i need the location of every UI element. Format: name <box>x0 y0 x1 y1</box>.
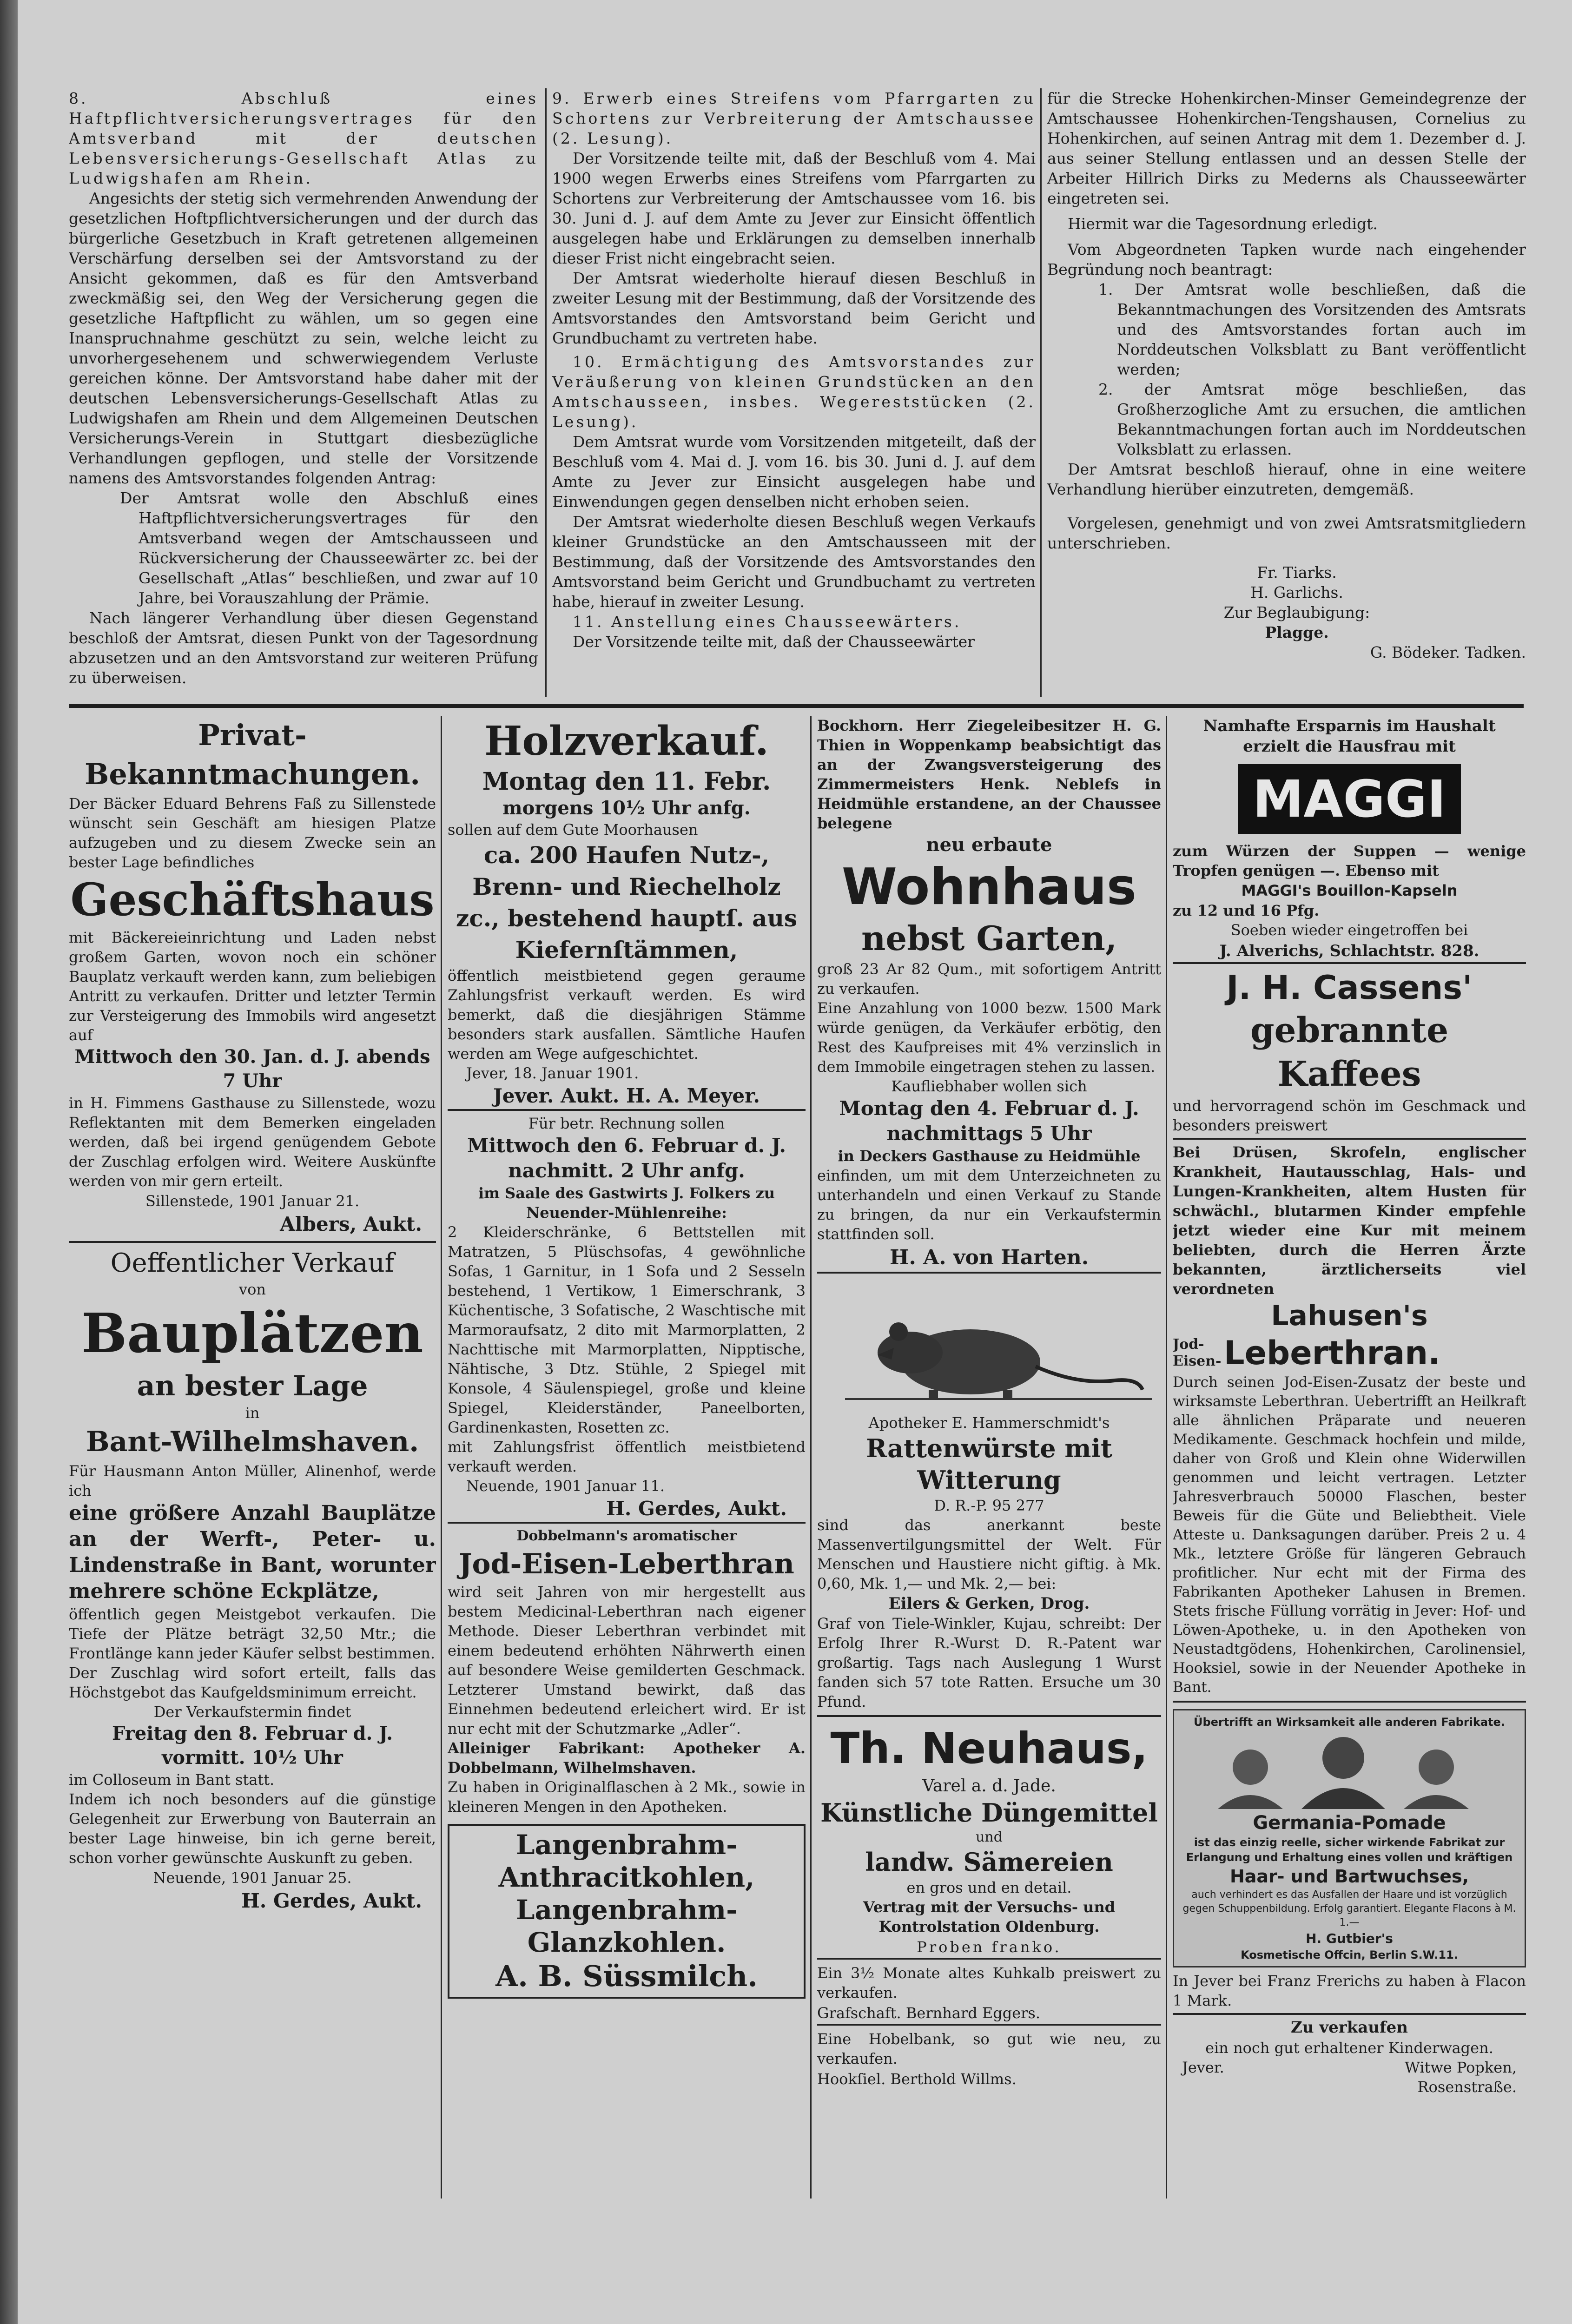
ad-text: Für Hausmann Anton Müller, Alinenhof, werde ich <box>69 1462 436 1499</box>
ad-text: sind das anerkannt beste Massenvertilgungsmittel der Welt. Für Menschen und Haustiere nicht giftig. à Mk. 0,60, Mk. 1,— und Mk. 2,— bei: <box>817 1516 1161 1592</box>
ad-subheadline: an bester Lage <box>137 1370 368 1402</box>
ad-text: Durch seinen Jod-Eisen-Zusatz der beste und wirksamste Leberthran. Uebertrifft an Heilkraft alle ähnlichen Präparate und neueren Medikamente. Geschmack hochfein und milde, daher von Groß und Klein ohne Widerwillen genommen und leicht vertragen. Letzter Jahresverbrauch 50000 Flaschen, bester Beweis für die Güte und Beliebtheit. Viele Atteste u. Danksagungen darüber. Preis 2 u. 4 Mk., letztere Größe für längeren Gebrauch profitlicher. Nur echt mit der Firma des Fabrikanten Apotheker Lahusen in Bremen. Stets frische Füllung vorrätig in Jever: Hof- und Löwen-Apotheke, u. in den Apotheken von Neustadtgödens, Hohenkirchen, Carolinensiel, Hooksiel, sowie in der Neuender Apotheke in Bant. <box>1173 1373 1526 1703</box>
ad-signature: A. B. Süssmilch. <box>495 1959 758 1993</box>
ad-emphasis: eine größere Anzahl Bauplätze an der Werft-, Peter- u. Lindenstraße in Bant, worunter mehrere schöne Eckplätze, <box>69 1501 436 1603</box>
ad-signature: Albers, Aukt. <box>280 1213 422 1235</box>
germania-ad-box <box>1173 1709 1526 1967</box>
agenda-item-10: 10. Ermächtigung des Amtsvorstandes zur Veräußerung von kleinen Grundstücken an den Amtschausseen, insbes. Wegereststücken (2. Lesung). <box>552 353 1036 431</box>
signature: Fr. Tiarks. <box>1257 563 1337 581</box>
ad-seller: Kosmetische Offcin, Berlin S.W.11. <box>1241 1948 1458 1961</box>
paragraph: Hiermit war die Tagesordnung erledigt. <box>1068 215 1378 233</box>
coal-ad-box <box>448 1824 806 1999</box>
motion-text: Der Amtsrat wolle den Abschluß eines Haftpflichtversicherungsvertrages für den Amtsverband wegen der Amtschausseen und Rückversicherung der Chausseewärter zc. bei der Gesellschaft „Atlas“ beschließen, und zwar auf 10 Jahre, bei Vorauszahlung der Prämie. <box>120 489 538 607</box>
ads-column-3 <box>817 716 1161 2203</box>
ad-signature: Jever. Aukt. H. A. Meyer. <box>448 1083 806 1111</box>
ad-place: Jever. <box>1182 2059 1224 2076</box>
ad-headline: Rattenwürste mit Witterung <box>866 1433 1112 1495</box>
ad-headline: Lahusen's <box>1271 1300 1428 1332</box>
ad-signature-row <box>1173 2058 1526 2097</box>
ad-headline: Jod-Eisen-Leberthran <box>459 1548 794 1580</box>
ad-headline: nebst Garten, <box>861 918 1117 958</box>
ad-headline: Glanzkohlen. <box>527 1927 726 1958</box>
minutes-column-3 <box>1047 88 1526 702</box>
ad-headline: landw. Sämereien <box>865 1847 1113 1877</box>
paragraph: Der Amtsrat wiederholte hierauf diesen Beschluß in zweiter Lesung mit der Bestimmung, daß der Vorsitzende des Amtsvorstandes den Amtsvorstand beim Gericht und Grundbuchamt zu vertreten habe. <box>552 269 1036 347</box>
ad-text: 2 Kleiderschränke, 6 Bettstellen mit Matratzen, 5 Plüschsofas, 4 gewöhnliche Sofas, 1 Garnitur, in 1 Sofa und 2 Sesseln bestehend, 1 Vertikow, 1 Eimerschrank, 3 Küchentische, 3 Sofatische, 2 Waschtische mit Marmoraufsatz, 2 dito mit Marmorplatten, 2 Nachttische mit Marmorplatten, Nipptische, Nähtische, 3 Dtz. Stühle, 2 Spiegel mit Konsole, 4 Säulenspiegel, große und kleine Spiegel, Kleiderständer, Paneelborten, Gardinenkasten, Rosetten zc. <box>448 1223 806 1436</box>
ad-text: Proben franko. <box>817 1936 1161 1960</box>
agenda-item-9: 9. Erwerb eines Streifens vom Pfarrgarten zu Schortens zur Verbreiterung der Amtschaussee (2. Lesung). <box>552 89 1036 147</box>
ad-place-date: Neuende, 1901 Januar 11. <box>466 1477 665 1495</box>
rat-icon <box>817 1274 1161 1413</box>
ad-seller: H. Gutbier's <box>1306 1931 1393 1946</box>
ad-text: ein noch gut erhaltener Kinderwagen. <box>1205 2039 1493 2057</box>
ad-headline: Bauplätzen <box>81 1302 423 1365</box>
ad-date: Freitag den 8. Februar d. J. vormitt. 10½ Uhr <box>112 1723 393 1769</box>
ad-text: Eine Anzahlung von 1000 bezw. 1500 Mark würde genügen, da Verkäufer erbötig, den Rest des Kaufpreises mit 4% verzinslich in dem Immobile eingetragen stehen zu lassen. <box>817 999 1161 1076</box>
ad-text: Ein 3½ Monate altes Kuhkalb preiswert zu verkaufen. <box>817 1964 1161 2001</box>
minutes-column-1 <box>69 88 538 702</box>
ad-text: Soeben wieder eingetroffen bei <box>1230 921 1468 939</box>
ads-column-2 <box>448 716 806 2203</box>
ad-signature: H. Gerdes, Aukt. <box>448 1496 806 1524</box>
ad-text: zum Würzen der Suppen — wenige Tropfen genügen —. Ebenso mit <box>1173 842 1526 879</box>
minutes-column-2 <box>552 88 1036 702</box>
paragraph: Der Vorsitzende teilte mit, daß der Chausseewärter <box>573 633 975 651</box>
ad-text: mit Bäckereieinrichtung und Laden nebst großem Garten, wovon noch ein schöner Bauplatz verkauft werden kann, zum beliebigen Antritt zu verkaufen. Dritter und letzter Termin zur Versteigerung des Immobils wird angesetzt auf <box>69 929 436 1044</box>
ad-headline: Anthracitkohlen, <box>498 1862 755 1893</box>
ad-text: Namhafte Ersparnis im Haushalt erzielt die Hausfrau mit <box>1203 717 1496 756</box>
ad-place-date: Neuende, 1901 Januar 25. <box>153 1869 352 1887</box>
ad-text: öffentlich meistbietend gegen geraume Zahlungsfrist verkauft werden. Es wird bemerkt, daß die diesjährigen Stämme besonders stark ausfallen. Sämtliche Haufen werden am Wege aufgeschichtet. <box>448 967 806 1063</box>
paragraph: Angesichts der stetig sich vermehrenden Anwendung der gesetzlichen Hoftpflichtversicherungen und der durch das bürgerliche Gesetzbuch in Kraft getretenen allgemeinen Verschärfung derselben sei der Amtsvorstand zu der Ansicht gekommen, daß es für den Amtsverband zweckmäßig sei, den Weg der Versicherung gegen die gesetzliche Haftpflicht zu wählen, um so gegen eine Inanspruchnahme geschützt zu sein, welche leicht zu unvorhergesehenem und schwerwiegendem Verluste gereichen könne. Der Amtsvorstand habe daher mit der deutschen Lebensversicherungs-Gesellschaft Atlas zu Ludwigshafen am Rhein und dem Allgemeinen Deutschen Versicherungs-Verein in Stuttgart diesbezügliche Verhandlungen gepflogen, und stelle der Vorsitzende namens des Amtsvorstandes folgenden Antrag: <box>69 189 538 487</box>
ad-text: Übertrifft an Wirksamkeit alle anderen Fabrikate. <box>1194 1716 1505 1729</box>
ad-place-date: Sillenstede, 1901 Januar 21. <box>145 1192 360 1210</box>
motion-item-2: 2. der Amtsrat möge beschließen, das Großherzogliche Amt zu ersuchen, die amtlichen Bekanntmachungen fortan auch im Norddeutschen Volksblatt zu erlassen. <box>1098 380 1526 458</box>
ad-text: einfinden, um mit dem Unterzeichneten zu unterhandeln und einen Verkauf zu Stande zu bringen, da nur ein Verkaufstermin stattfinden soll. <box>817 1167 1161 1243</box>
ad-headline: Geschäftshaus <box>70 873 435 926</box>
paragraph: Nach längerer Verhandlung über diesen Gegenstand beschloß der Amtsrat, diesen Punkt von der Tagesordnung abzusetzen und an den Amtsvorstand zur weiteren Prüfung zu überweisen. <box>69 609 538 687</box>
maggi-logo: MAGGI <box>1238 764 1461 834</box>
signature: G. Bödeker. Tadken. <box>1370 643 1526 661</box>
column-rule <box>441 716 442 2199</box>
ad-text: Jod-Eisen- <box>1173 1336 1222 1369</box>
motion-item-1: 1. Der Amtsrat wolle beschließen, daß die Bekanntmachungen des Vorsitzenden des Amtsrats und des Amtsvorstandes fortan auch im Norddeutschen Volksblatt zu Bant veröffentlicht werden; <box>1098 280 1526 378</box>
ad-headline: Holzverkauf. <box>484 718 769 765</box>
ad-subheadline: Zu verkaufen <box>1291 2018 1408 2037</box>
ad-text: Der Verkaufstermin findet <box>153 1703 351 1721</box>
ad-text: Indem ich noch besonders auf die günstige Gelegenheit zur Erwerbung von Bauterrain an bester Lage hinweise, bin ich gerne bereit, schon vorher gewünschte Auskunft zu geben. <box>69 1790 436 1867</box>
ads-column-4 <box>1173 716 1526 2203</box>
ads-column-1 <box>69 716 436 2203</box>
ad-text: Der Zuschlag wird sofort erteilt, falls das Höchstgebot das Kaufgeldsminimum erreicht. <box>69 1664 436 1701</box>
ad-date: Mittwoch den 30. Jan. d. J. abends 7 Uhr <box>74 1046 430 1092</box>
ad-seller: J. Alverichs, Schlachtstr. 828. <box>1173 940 1526 964</box>
ad-text: Dobbelmann's aromatischer <box>516 1528 737 1544</box>
ad-text: ist das einzig reelle, sicher wirkende Fabrikat zur Erlangung und Erhaltung eines vollen und kräftigen <box>1186 1836 1513 1864</box>
column-rule <box>1166 716 1167 2199</box>
ad-text: in H. Fimmens Gasthause zu Sillenstede, wozu Reflektanten mit dem Bemerken eingeladen werden, daß bei irgend genügendem Gebote der Zuschlag erfolgen wird. Weitere Auskünfte werden von mir gern erteilt. <box>69 1094 436 1190</box>
ad-headline: Langenbrahm- <box>515 1894 738 1926</box>
column-rule <box>545 88 547 697</box>
ad-signature: Grafschaft. Bernhard Eggers. <box>817 2002 1161 2026</box>
ad-text: MAGGI's Bouillon-Kapseln <box>1241 882 1458 899</box>
ad-subheadline: Bant-Wilhelmshaven. <box>86 1426 419 1458</box>
ad-text: zu 12 und 16 Pfg. <box>1173 902 1320 919</box>
binding-edge <box>0 0 18 2324</box>
ad-divider <box>69 1241 436 1243</box>
ad-signature: Hookſiel. Berthold Willms. <box>817 2070 1017 2088</box>
rat-illustration <box>817 1274 1161 1413</box>
paragraph: für die Strecke Hohenkirchen-Minser Gemeindegrenze der Amtschaussee Hohenkirchen-Tengshausen, Cornelius zu Hohenkirchen, auf seinen Antrag mit dem 1. Dezember d. J. aus seiner Stellung entlassen und an dessen Stelle der Arbeiter Hillrich Dirks zu Mederns als Chausseewärter eingetreten sei. <box>1047 89 1526 207</box>
ad-text: Eine Hobelbank, so gut wie neu, zu verkaufen. <box>817 2030 1161 2067</box>
signature: Zur Beglaubigung: <box>1223 603 1370 621</box>
lahusen-title-row <box>1173 1333 1526 1373</box>
ad-emphasis: ca. 200 Haufen Nutz-, Brenn- und Riechelholz zc., bestehend hauptſ. aus Kiefernſtämmen, <box>456 841 798 964</box>
ad-signature: H. Gerdes, Aukt. <box>241 1889 422 1912</box>
ad-headline: Künstliche Düngemittel <box>820 1798 1158 1828</box>
ad-headline: Langenbrahm- <box>515 1829 738 1861</box>
ad-headline: J. H. Cassens' <box>1226 969 1473 1007</box>
ad-title: Oeffentlicher Verkauf <box>110 1248 395 1278</box>
ad-text: Der Bäcker Eduard Behrens Faß zu Sillenstede wünscht sein Geschäft am hiesigen Platze aufzugeben und zu diesem Zwecke sein an bester Lage befindliches <box>69 795 436 871</box>
signature: Plagge. <box>1265 623 1329 641</box>
newspaper-page <box>18 0 1572 2324</box>
paragraph: Der Vorsitzende teilte mit, daß der Beschluß vom 4. Mai 1900 wegen Erwerbs eines Streifens vom Pfarrgarten zu Schortens zur Verbreiterung der Amtschaussee vom 16. bis 30. Juni d. J. auf dem Amte zu Jever zur Einsicht öffentlich ausgelegen habe und Erklärungen zu demselben innerhalb dieser Frist nicht eingebracht seien. <box>552 149 1036 267</box>
agenda-item-8: 8. Abschluß eines Haftpflichtversicherungsvertrages für den Amtsverband mit der deutschen Lebensversicherungs-Gesellschaft Atlas zu Ludwigshafen am Rhein. <box>69 89 538 187</box>
ad-date: Montag den 4. Februar d. J. nachmittags 5 Uhr <box>839 1097 1139 1145</box>
ad-text: groß 23 Ar 82 Qum., mit sofortigem Antritt zu verkaufen. <box>817 960 1161 997</box>
ad-signature: Witwe Popken, Rosenstraße. <box>1404 2059 1517 2096</box>
ad-text: im Colloseum in Bant statt. <box>69 1771 275 1789</box>
ad-text: von <box>239 1281 266 1298</box>
ad-text: Vertrag mit der Versuchs- und Kontrolstation Oldenburg. <box>863 1898 1116 1935</box>
ad-headline: gebrannte Kaffees <box>1250 1010 1449 1094</box>
ad-text: wird seit Jahren von mir hergestellt aus bestem Medicinal-Leberthran nach eigener Methode. Dieser Leberthran verbindet mit einem bedeutend erhöhten Nährwerth einen auf besondere Weise gemilderten Geschmack. Letzterer Umstand bewirkt, daß das Einnehmen bedeutend erleichert wird. Er ist nur echt mit der Schutzmarke „Adler“. <box>448 1583 806 1737</box>
ad-headline: Germania-Pomade <box>1253 1812 1446 1834</box>
column-rule <box>1040 88 1042 697</box>
ad-text: Bei Drüsen, Skrofeln, englischer Krankheit, Hautausschlag, Hals- und Lungen-Krankheiten, altem Husten für schwächl., blutarmen Kinder empfehle jetzt wieder eine Kur mit meinem beliebten, durch die Herren Ärzte bekannten, ärztlicherseits viel verordneten <box>1173 1143 1526 1298</box>
ad-headline: Haar- und Bartwuchses, <box>1229 1866 1469 1887</box>
ad-text: Kaufliebhaber wollen sich <box>891 1077 1087 1095</box>
ad-text: auch verhindert es das Ausfallen der Haare und ist vorzüglich gegen Schuppenbildung. Erfolg garantiert. Elegante Flacons à M. 1.— <box>1182 1889 1516 1928</box>
ad-signature: H. A. von Harten. <box>817 1244 1161 1274</box>
ad-text: öffentlich gegen Meistgebot verkaufen. Die Tiefe der Plätze beträgt 32,50 Mtr.; die Frontlänge kann jeder Käufer selbst bestimmen. <box>69 1605 436 1662</box>
ad-location: in Deckers Gasthause zu Heidmühle <box>838 1147 1141 1165</box>
ad-text: in <box>245 1404 260 1422</box>
ad-text: D. R.-P. 95 277 <box>934 1497 1044 1514</box>
ad-headline: Wohnhaus <box>841 858 1137 916</box>
ad-text: sollen auf dem Gute Moorhausen <box>448 821 698 838</box>
ad-place-date: Jever, 18. Januar 1901. <box>466 1064 639 1082</box>
ad-text: und <box>976 1829 1003 1845</box>
ad-text: In Jever bei Franz Frerichs zu haben à Flacon 1 Mark. <box>1173 1971 1526 2015</box>
ad-text: Varel a. d. Jade. <box>922 1776 1056 1796</box>
agenda-item-11: 11. Anstellung eines Chausseewärters. <box>573 613 962 631</box>
signature: H. Garlichs. <box>1250 583 1343 601</box>
paragraph: Vom Abgeordneten Tapken wurde nach eingehender Begründung noch beantragt: <box>1047 240 1526 278</box>
ad-text: Graf von Tiele-Winkler, Kujau, schreibt: Der Erfolg Ihrer R.-Wurst D. R.-Patent war großartig. Tags nach Auslegung 1 Wurst fanden sich 57 tote Ratten. Ersuche um 30 Pfund. <box>817 1614 1161 1717</box>
section-rule <box>69 704 1524 708</box>
paragraph: Dem Amtsrat wurde vom Vorsitzenden mitgeteilt, daß der Beschluß vom 4. Mai d. J. vom 16. bis 30. Juni d. J. auf dem Amte zu Jever zur Einsicht ausgelegen habe und Einwendungen gegen denselben nicht erhoben seien. <box>552 433 1036 511</box>
paragraph: Der Amtsrat beschloß hierauf, ohne in eine weitere Verhandlung hierüber einzutreten, demgemäß. <box>1047 460 1526 498</box>
paragraph: Vorgelesen, genehmigt und von zwei Amtsratsmitgliedern unterschrieben. <box>1047 514 1526 552</box>
ad-seller: Eilers & Gerken, Drog. <box>888 1594 1090 1613</box>
ad-text: Zu haben in Originalflaschen à 2 Mk., sowie in kleineren Mengen in den Apotheken. <box>448 1778 806 1816</box>
ad-location: im Saale des Gastwirts J. Folkers zu Neuender-Mühlenreihe: <box>478 1184 775 1221</box>
ad-text: und hervorragend schön im Geschmack und besonders preiswert <box>1173 1096 1526 1140</box>
ad-headline: Leberthran. <box>1224 1334 1440 1372</box>
ad-time: morgens 10½ Uhr anfg. <box>502 797 751 819</box>
ad-text: Für betr. Rechnung sollen <box>528 1115 725 1132</box>
ad-text: Apotheker E. Hammerschmidt's <box>868 1414 1110 1432</box>
ad-text: Bockhorn. Herr Ziegeleibesitzer H. G. Thien in Woppenkamp beabsichtigt das an der Zwangsversteigerung des Zimmermeisters Henk. Neblefs in Heidmühle erstandene, an der Chaussee belegene <box>817 717 1161 832</box>
ad-subheadline: neu erbaute <box>926 834 1052 856</box>
women-portrait-icon <box>1181 1730 1506 1809</box>
column-rule <box>810 716 812 2199</box>
ad-text: mit Zahlungsfrist öffentlich meistbietend verkauft werden. <box>448 1438 806 1475</box>
section-title: Privat-Bekanntmachungen. <box>85 718 420 791</box>
ad-date: Montag den 11. Febr. <box>482 767 771 796</box>
ad-headline: Th. Neuhaus, <box>830 1723 1148 1773</box>
ad-date: Mittwoch den 6. Februar d. J. nachmitt. 2 Uhr anfg. <box>467 1134 786 1182</box>
ad-text: Alleiniger Fabrikant: Apotheker A. Dobbelmann, Wilhelmshaven. <box>448 1739 806 1776</box>
ad-text: en gros und en detail. <box>906 1879 1072 1896</box>
paragraph: Der Amtsrat wiederholte diesen Beschluß wegen Verkaufs kleiner Grundstücke an den Amtschausseen mit der Bestimmung, daß der Vorsitzende des Amtsvorstandes den Amtsvorstand beim Gericht und Grundbuchamt zu vertreten habe, hierauf in zweiter Lesung. <box>552 513 1036 611</box>
